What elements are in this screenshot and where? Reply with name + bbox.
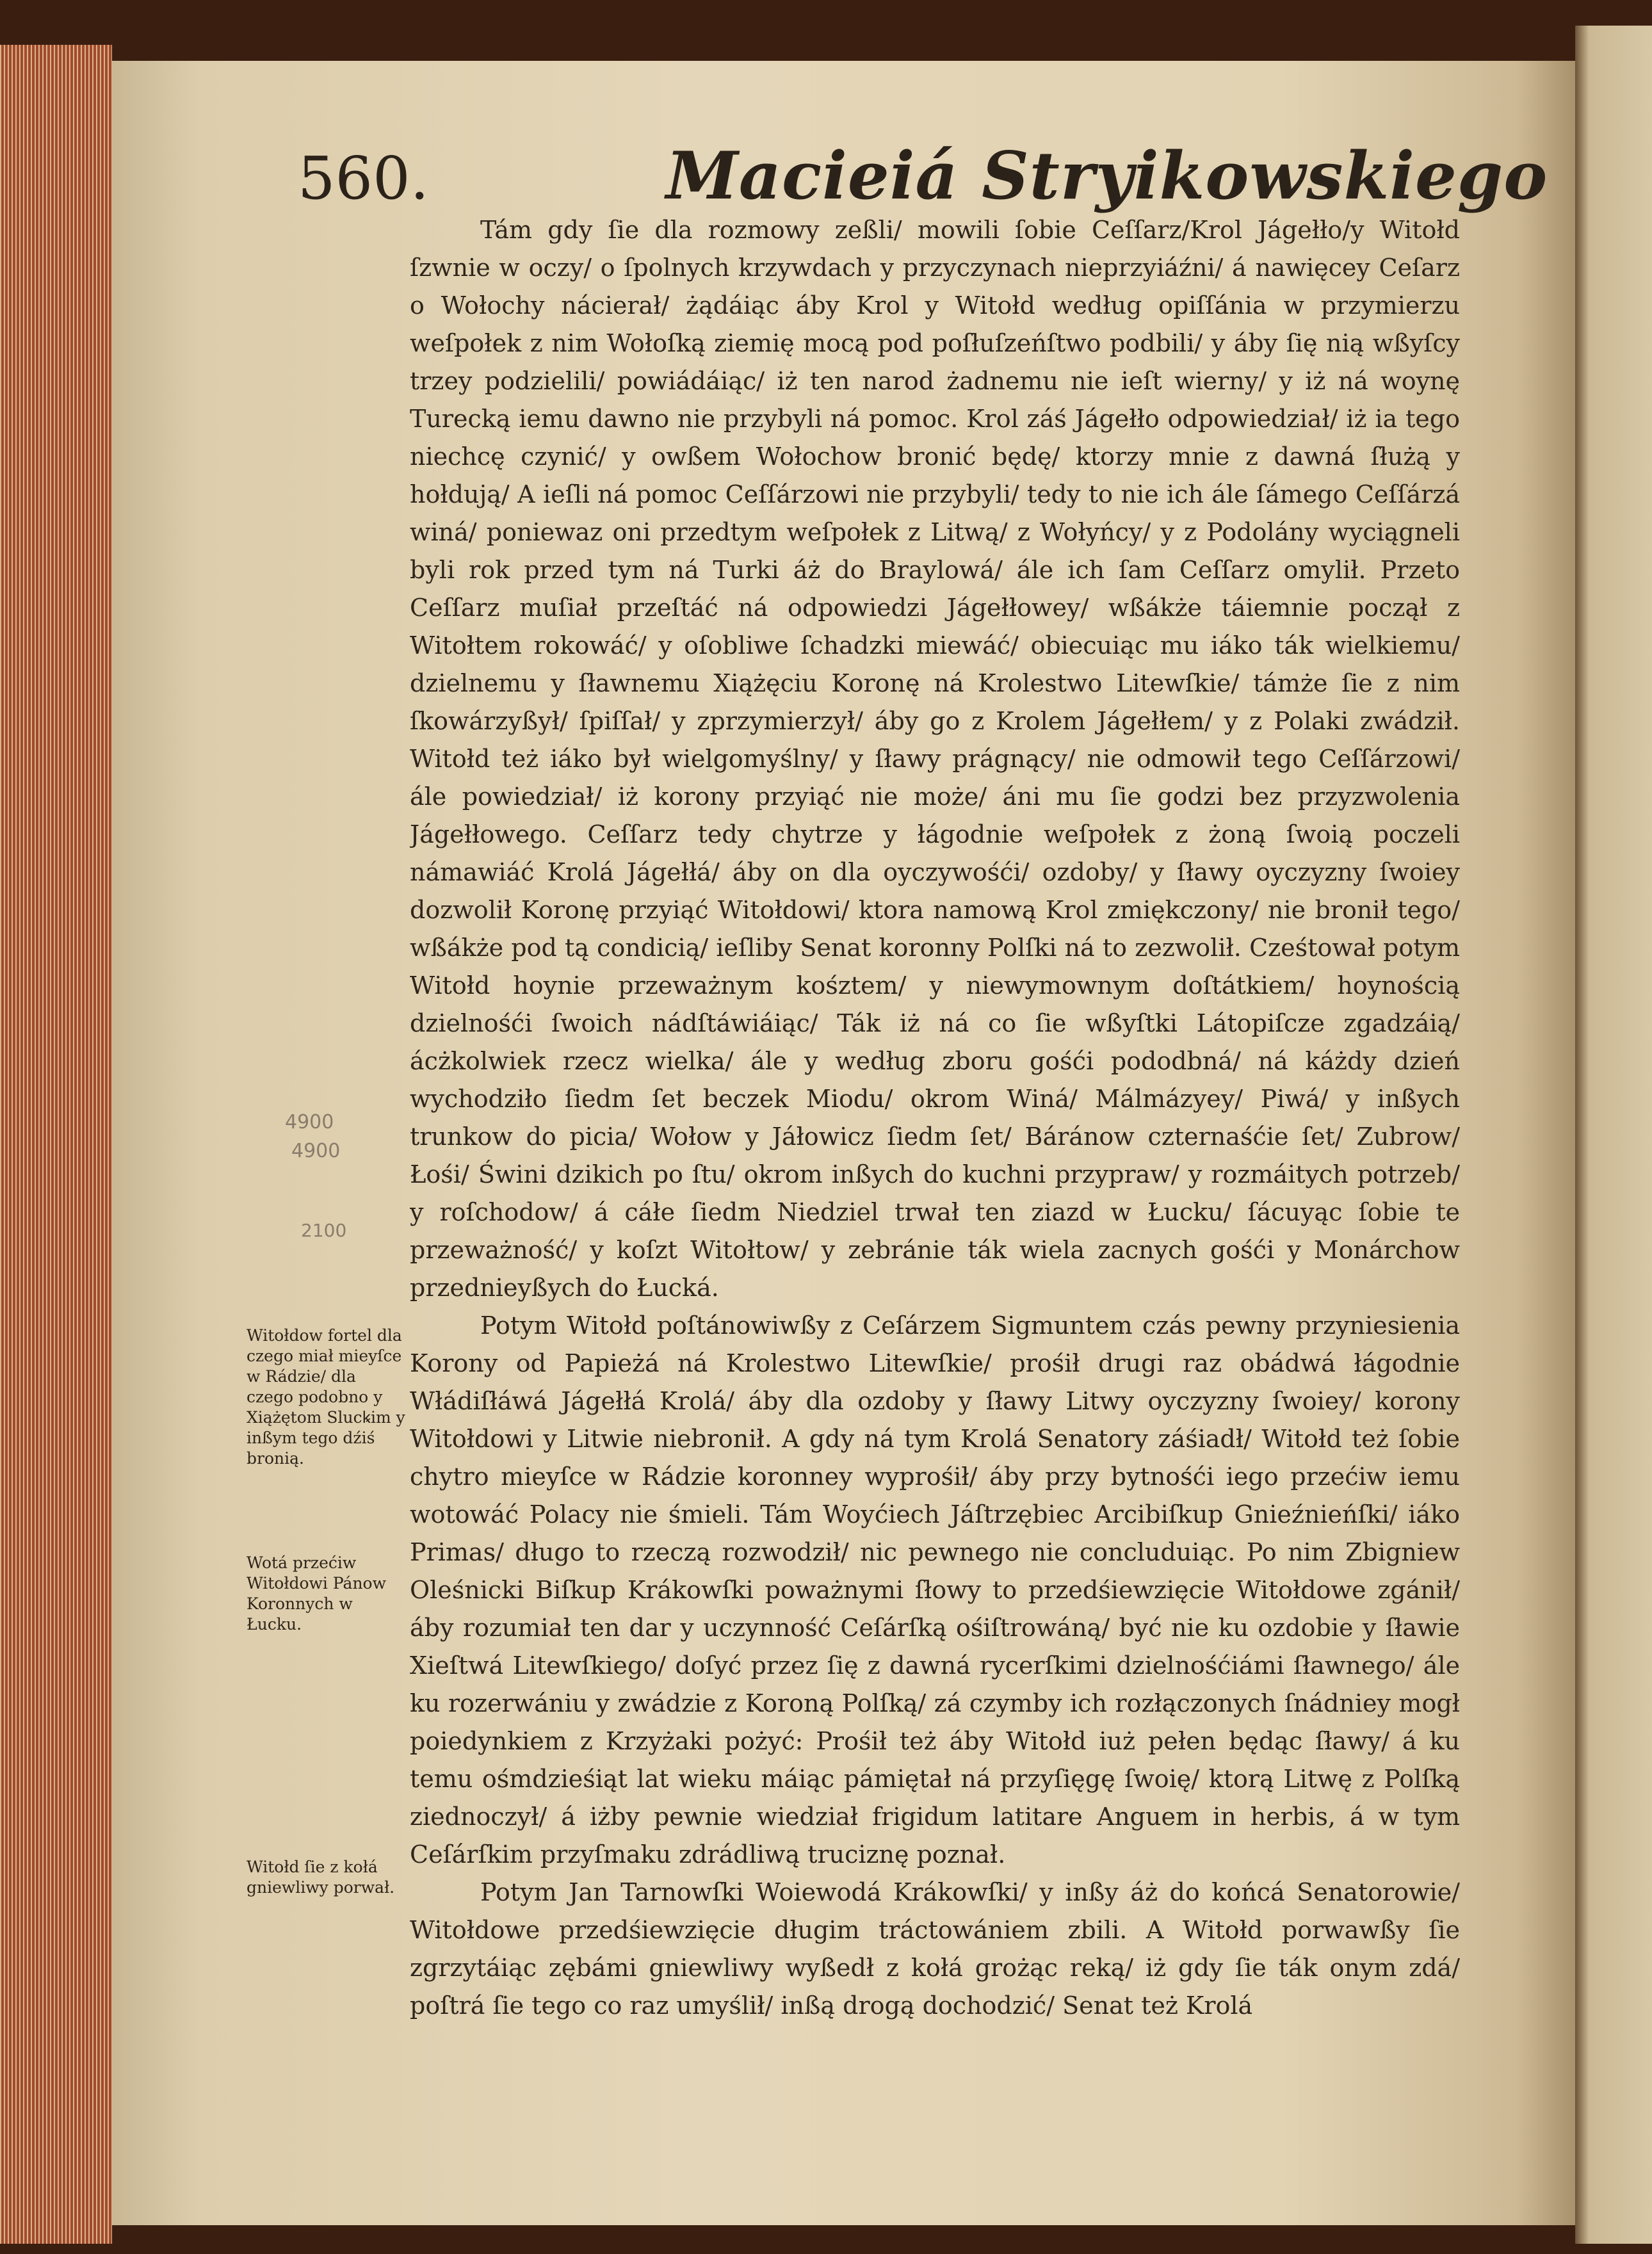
margin-pencil-number: 2100 [301,1220,347,1241]
side-note-porwal: Witołd ſie z kołá gniewliwy porwał. [247,1858,395,1897]
paragraph-3: Potym Jan Tarnowſki Woiewodá Krákowſki/ y inßy áż do końcá Senatorowie/ Witołdowe przedśiewzięcie długim tráctowániem zbili. A Witołd porwawßy ſie zgrzytáiąc zębámi gniewliwy wyßedł z kołá grożąc reką/ iż gdy ſie ták onym zdá/ poſtrá ſie tego co raz umyślił/ inßą drogą dochodzić/ Senat też Krolá [410,1878,1460,2020]
side-note-fortel: Witołdow fortel dla czego miał mieyſce w Rádzie/ dla czego podobno y Xiążętom Slucꝃim y inßym tego dźiś bronią. [247,1326,405,1468]
fore-edge-pages [0,45,112,2244]
paragraph-1: Tám gdy ſie dla rozmowy zeßli/ mowili ſobie Ceſſarz/Krol Jágełło/y Witołd ſzwnie w oczy/ o ſpolnych krzywdach y przyczynach nieprzyiáźni/ á nawięcey Ceſarz o Wołochy nácierał/ żądáiąc áby Krol y Witołd według opiſſánia w przymierzu weſpołek z nim Wołoſką ziemię mocą pod poſłuſzeńſtwo podbili/ y áby ſię nią wßyſcy trzey podzielili/ powiádáiąc/ iż ten narod żadnemu nie ieſt wierny/ y iż ná woynę Turecką iemu dawno nie przybyli ná pomoc. Krol záś Jágełło odpowiedział/ iż ia tego niechcę czynić/ y owßem Wołochow bronić będę/ ktorzy mnie z dawná ſłużą y hołdują/ A ieſli ná pomoc Ceſſárzowi nie przybyli/ tedy to nie ich ále ſámego Ceſſárzá winá/ poniewaz oni przedtym weſpołek z Litwą/ z Wołyńcy/ y z Podolány wyciągneli byli rok przed tym ná Turki áż do Braylowá/ ále ich ſam Ceſſarz omylił. Przeto Ceſſarz muſiał przeſtáć ná odpowiedzi Jágełłowey/ wßákże táiemnie począł z Witołtem rokowáć/ y oſobliwe ſchadzki miewáć/ obiecuiąc mu iáko ták wielkiemu/ dzielnemu y ſławnemu Xiążęciu Koronę ná Krolestwo Litewſkie/ támże ſie z nim ſkowárzyßył/ ſpiſſał/ y zprzymierzył/ áby go z Krolem Jágełłem/ y z Polaki zwádził. Witołd też iáko był wielgomyślny/ y ſławy prágnący/ nie odmowił tego Ceſſárzowi/ ále powiedział/ iż korony przyiąć nie może/ áni mu ſie godzi bez przyzwolenia Jágełłowego. Ceſſarz tedy chytrze y łágodnie weſpołek z żoną ſwoią poczeli námawiáć Krolá Jágełłá/ áby on dla oyczywośći/ ozdoby/ y ſławy oyczyzny ſwoiey dozwolił Koronę przyiąć Witołdowi/ ktora namową Krol zmiękczony/ nie bronił tego/ wßákże pod tą condicią/ ieſliby Senat koronny Polſki ná to zezwolił. Cześtował potym Witołd hoynie przeważnym kośztem/ y niewymownym doſtátkiem/ hoynością dzielnośći ſwoich nádſtáwiáiąc/ Ták iż ná co ſie wßyſtki Látopiſcze zgadzáią/ ácżkolwiek rzecz wielka/ ále y według zboru gośći pododbná/ ná káżdy dzień wychodziło ſiedm ſet beczek Miodu/ okrom Winá/ Málmázyey/ Piwá/ y inßych trunkow do picia/ Wołow y Jáłowicz ſiedm ſet/ Báránow czternaśćie ſet/ Zubrow/ Łośi/ Świni dzikich po ſtu/ okrom inßych do kuchni przypraw/ y rozmáitych potrzeb/ y roſchodow/ á cáłe ſiedm Niedziel trwał ten ziazd w Łucku/ ſácuyąc ſobie te przeważność/ y koſzt Witołtow/ y zebránie ták wiela zacnych gośći y Monárchow przednieyßych do Łucká. [410,216,1460,1302]
main-text [410,211,1460,2254]
margin-pencil-number: 4900 [291,1140,341,1162]
margin-pencil-number: 4900 [285,1111,334,1133]
paragraph-2: Potym Witołd poſtánowiwßy z Ceſárzem Sigmuntem czás pewny przyniesienia Korony od Papieżá ná Krolestwo Litewſkie/ prośił drugi raz obádwá łágodnie Włádiſłáwá Jágełłá Krolá/ áby dla ozdoby y ſławy Litwy oyczyzny ſwoiey/ korony Witołdowi y Litwie niebronił. A gdy ná tym Krolá Senatory záśiadł/ Witołd też ſobie chytro mieyſce w Rádzie koronney wyprośił/ áby przy bytnośći iego przećiw iemu wotowáć Polacy nie śmieli. Tám Woyćiech Jáſtrzębiec Arcibiſkup Gnieźnieńſki/ iáko Primas/ długo to rzeczą rozwodził/ nic pewnego nie concluduiąc. Po nim Zbigniew Oleśnicki Biſkup Krákowſki poważnymi ſłowy to przedśiewzięcie Witołdowe zgánił/ áby rozumiał ten dar y uczynność Ceſárſką ośiſtrowáną/ być nie ku ozdobie y ſławie Xieſtwá Litewſkiego/ doſyć przez ſię z dawná rycerſkimi dzielnośćiámi ſławnego/ ále ku rozerwániu y zwádzie z Koroną Polſką/ zá czymby ich rozłączonych ſnádniey mogł poiedynkiem z Krzyżaki pożyć: Prośił też áby Witołd iuż pełen będąc ſławy/ á ku temu ośmdzieśiąt lat wieku máiąc pámiętał ná przyſięgę ſwoię/ ktorą Litwę z Polſką ziednoczył/ á iżby pewnie wiedział frigidum latitare Anguem in herbis, á w tym Ceſárſkim przyſmaku zdrádliwą truciznę poznał. [410,1311,1460,1869]
running-head: Macieiá Stryikowskiego [666,138,1548,215]
page-recto-edge [1575,26,1652,2244]
page-number: 560. [298,144,429,213]
side-note-wota: Wotá przećiw Witołdowi Pánow Koronnych w Łucku. [247,1553,387,1634]
